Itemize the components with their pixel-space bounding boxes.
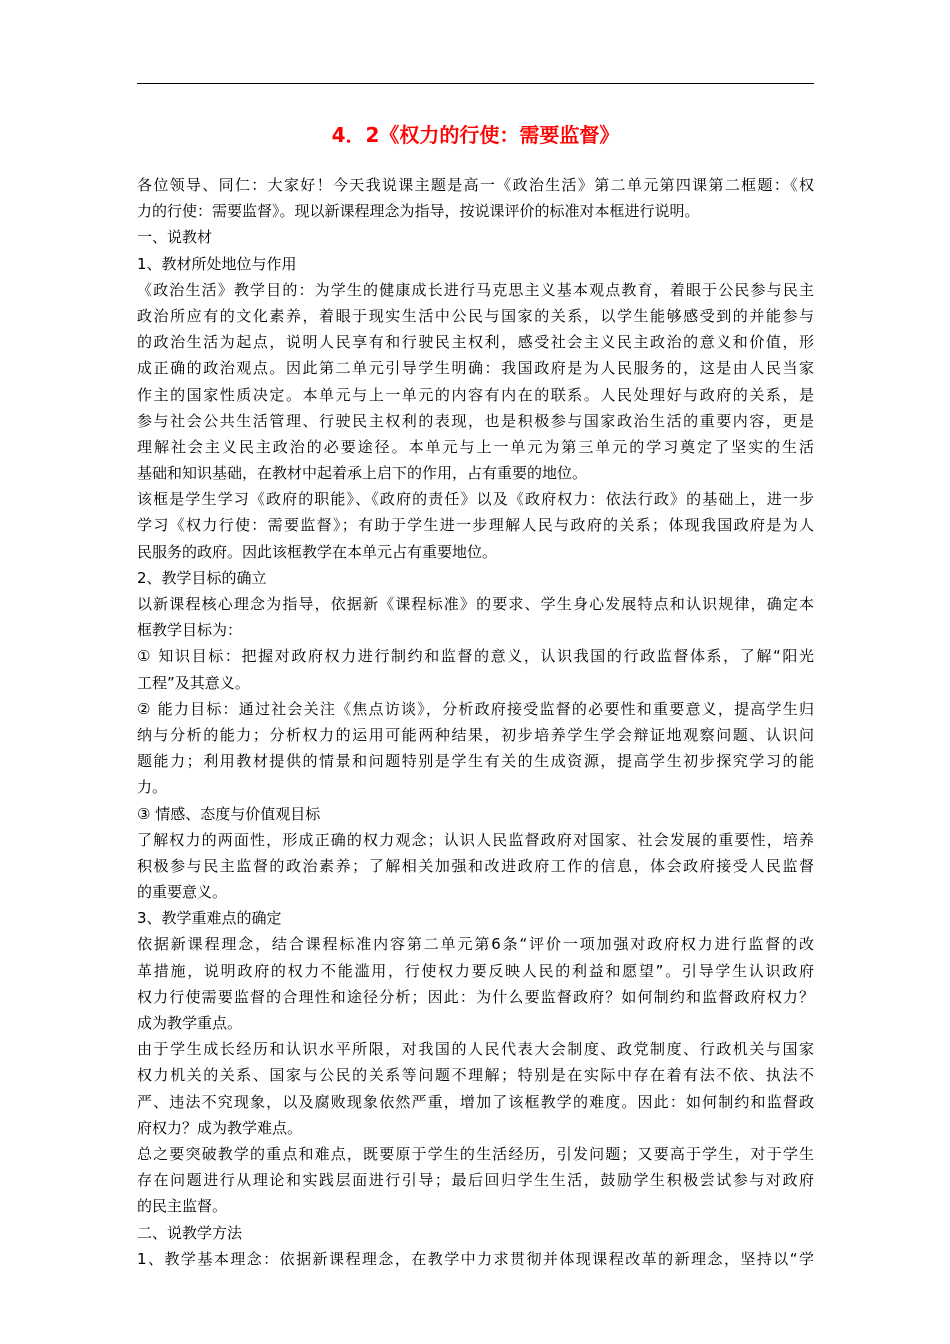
text-line: 由于学生成长经历和认识水平所限，对我国的人民代表大会制度、政党制度、行政机关与国家 — [137, 1040, 814, 1059]
text-line: 1、教材所处地位与作用 — [137, 254, 297, 273]
text-line: 1、教学基本理念：依据新课程理念，在教学中力求贯彻并体现课程改革的新理念，坚持以“学 — [137, 1249, 814, 1268]
text-line: ① 知识目标：把握对政府权力进行制约和监督的意义，认识我国的行政监督体系，了解“阳光 — [137, 647, 814, 666]
text-line: 基础和知识基础，在教材中起着承上启下的作用，占有重要的地位。 — [137, 464, 588, 483]
document-title: 4．2《权力的行使：需要监督》 — [331, 123, 620, 147]
text-line: 《政治生活》教学目的：为学生的健康成长进行马克思主义基本观点教育，着眼于公民参与民主 — [137, 280, 814, 299]
text-line: 二、说教学方法 — [137, 1223, 243, 1242]
text-line: 2、教学目标的确立 — [137, 568, 267, 587]
text-line: ② 能力目标：通过社会关注《焦点访谈》，分析政府接受监督的必要性和重要意义，提高学生归 — [137, 699, 814, 718]
text-line: 该框是学生学习《政府的职能》、《政府的责任》以及《政府权力：依法行政》的基础上，进一步 — [137, 490, 814, 509]
text-line: 成正确的政治观点。因此第二单元引导学生明确：我国政府是为人民服务的，这是由人民当家 — [137, 359, 814, 378]
text-line: 纳与分析的能力；分析权力的运用可能两种结果，初步培养学生学会辩证地观察问题、认识问 — [137, 725, 814, 744]
text-line: 工程”及其意义。 — [137, 673, 250, 692]
text-line: 理解社会主义民主政治的必要途径。本单元与上一单元为第三单元的学习奠定了坚实的生活 — [137, 437, 814, 456]
text-line: 一、说教材 — [137, 228, 213, 247]
text-line: 3、教学重难点的确定 — [137, 909, 282, 928]
text-line: 革措施，说明政府的权力不能滥用，行使权力要反映人民的利益和愿望”。引导学生认识政府 — [137, 961, 814, 980]
text-line: 参与社会公共生活管理、行驶民主权利的表现，也是积极参与国家政治生活的重要内容，更是 — [137, 411, 814, 430]
text-line: 题能力；利用教材提供的情景和问题特别是学生有关的生成资源，提高学生初步探究学习的能 — [137, 752, 814, 771]
text-line: 总之要突破教学的重点和难点，既要原于学生的生活经历，引发问题；又要高于学生，对于学生 — [137, 1144, 814, 1163]
text-line: 权力机关的关系、国家与公民的关系等问题不理解；特别是在实际中存在着有法不依、执法不 — [137, 1066, 814, 1085]
text-line: 严、违法不究现象，以及腐败现象依然严重，增加了该框教学的难度。因此：如何制约和监督政 — [137, 1092, 814, 1111]
text-line: 政治所应有的文化素养，着眼于现实生活中公民与国家的关系，以学生能够感受到的并能参与 — [137, 306, 814, 325]
text-line: 的政治生活为起点，说明人民享有和行驶民主权利，感受社会主义民主政治的意义和价值，形 — [137, 333, 814, 352]
text-line: 的民主监督。 — [137, 1197, 228, 1216]
text-line: 了解权力的两面性，形成正确的权力观念；认识人民监督政府对国家、社会发展的重要性，培养 — [137, 830, 814, 849]
text-line: 学习《权力行使：需要监督》；有助于学生进一步理解人民与政府的关系；体现我国政府是为人 — [137, 516, 814, 535]
text-line: 民服务的政府。因此该框教学在本单元占有重要地位。 — [137, 542, 498, 561]
text-line: ③ 情感、态度与价值观目标 — [137, 804, 321, 823]
text-line: 力。 — [137, 778, 168, 797]
text-line: 力的行使：需要监督》。现以新课程理念为指导，按说课评价的标准对本框进行说明。 — [137, 202, 700, 221]
text-line: 作主的国家性质决定。本单元与上一单元的内容有内在的联系。人民处理好与政府的关系，是 — [137, 385, 814, 404]
text-line: 权力行使需要监督的合理性和途径分析；因此：为什么要监督政府？如何制约和监督政府权力？ — [137, 987, 814, 1006]
text-line: 以新课程核心理念为指导，依据新《课程标准》的要求、学生身心发展特点和认识规律，确定本 — [137, 595, 814, 613]
text-line: 的重要意义。 — [137, 883, 228, 902]
text-line: 框教学目标为： — [137, 621, 243, 640]
text-line: 成为教学重点。 — [137, 1014, 243, 1032]
text-line: 各位领导、同仁：大家好！今天我说课主题是高一《政治生活》第二单元第四课第二框题：《权 — [137, 176, 814, 194]
header-rule — [137, 83, 814, 84]
document-body — [137, 172, 814, 1272]
text-line: 积极参与民主监督的政治素养；了解相关加强和改进政府工作的信息，体会政府接受人民监督 — [137, 856, 814, 875]
text-line: 府权力？成为教学难点。 — [137, 1118, 303, 1137]
text-line: 依据新课程理念，结合课程标准内容第二单元第6条“评价一项加强对政府权力进行监督的改 — [137, 935, 814, 954]
text-line: 存在问题进行从理论和实践层面进行引导；最后回归学生生活，鼓励学生积极尝试参与对政府 — [137, 1171, 814, 1190]
